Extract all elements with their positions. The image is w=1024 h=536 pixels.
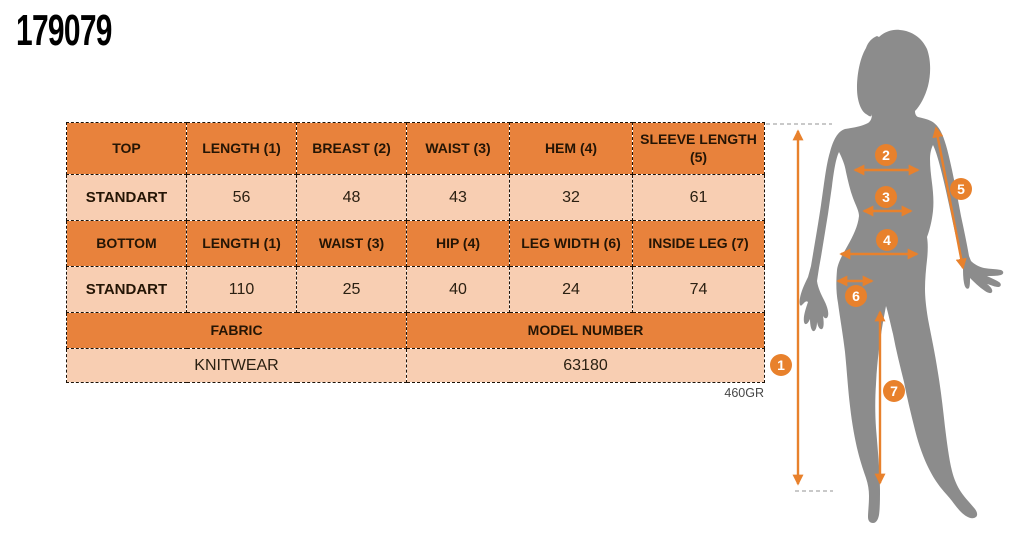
table-row-info-header <box>67 313 765 349</box>
top-section-label: TOP <box>67 123 187 175</box>
woman-silhouette <box>800 30 1004 523</box>
bottom-header-leg-width: LEG WIDTH (6) <box>510 221 633 267</box>
top-header-length: LENGTH (1) <box>187 123 297 175</box>
top-header-sleeve-length: SLEEVE LENGTH (5) <box>633 123 765 175</box>
top-header-waist: WAIST (3) <box>407 123 510 175</box>
measurement-badge-3 <box>875 186 897 208</box>
table-row-info-values <box>67 349 765 383</box>
svg-text:4: 4 <box>883 232 891 248</box>
bottom-header-inside-leg: INSIDE LEG (7) <box>633 221 765 267</box>
bottom-value-hip: 40 <box>407 267 510 313</box>
table-row-top-values <box>67 175 765 221</box>
model-number-value-cell: 63180 <box>407 349 765 383</box>
top-value-breast: 48 <box>297 175 407 221</box>
measurement-badge-5 <box>950 178 972 200</box>
bottom-header-length: LENGTH (1) <box>187 221 297 267</box>
svg-text:6: 6 <box>852 288 860 304</box>
measurement-badge-4 <box>876 229 898 251</box>
top-value-hem: 32 <box>510 175 633 221</box>
table-row-top-header <box>67 123 765 175</box>
bottom-value-inside-leg: 74 <box>633 267 765 313</box>
fabric-value-cell: KNITWEAR <box>67 349 407 383</box>
fabric-label-cell: FABRIC <box>67 313 407 349</box>
top-header-hem: HEM (4) <box>510 123 633 175</box>
product-code: 179079 <box>16 6 112 55</box>
table-row-bottom-values <box>67 267 765 313</box>
top-row-label: STANDART <box>67 175 187 221</box>
bottom-value-leg-width: 24 <box>510 267 633 313</box>
measurement-badge-1 <box>770 354 792 376</box>
bottom-header-waist: WAIST (3) <box>297 221 407 267</box>
svg-text:7: 7 <box>890 383 898 399</box>
size-table <box>66 122 765 383</box>
bottom-value-length: 110 <box>187 267 297 313</box>
measurement-badge-6 <box>845 285 867 307</box>
svg-text:1: 1 <box>777 357 785 373</box>
weight-note: 460GR <box>724 386 764 400</box>
measurement-figure <box>760 0 1024 536</box>
top-value-sleeve-length: 61 <box>633 175 765 221</box>
bottom-row-label: STANDART <box>67 267 187 313</box>
model-number-label-cell: MODEL NUMBER <box>407 313 765 349</box>
measurement-badge-7 <box>883 380 905 402</box>
svg-text:5: 5 <box>957 181 965 197</box>
top-header-breast: BREAST (2) <box>297 123 407 175</box>
svg-text:2: 2 <box>882 147 890 163</box>
top-value-waist: 43 <box>407 175 510 221</box>
bottom-value-waist: 25 <box>297 267 407 313</box>
svg-text:3: 3 <box>882 189 890 205</box>
top-value-length: 56 <box>187 175 297 221</box>
table-row-bottom-header <box>67 221 765 267</box>
measurement-badge-2 <box>875 144 897 166</box>
bottom-section-label: BOTTOM <box>67 221 187 267</box>
bottom-header-hip: HIP (4) <box>407 221 510 267</box>
